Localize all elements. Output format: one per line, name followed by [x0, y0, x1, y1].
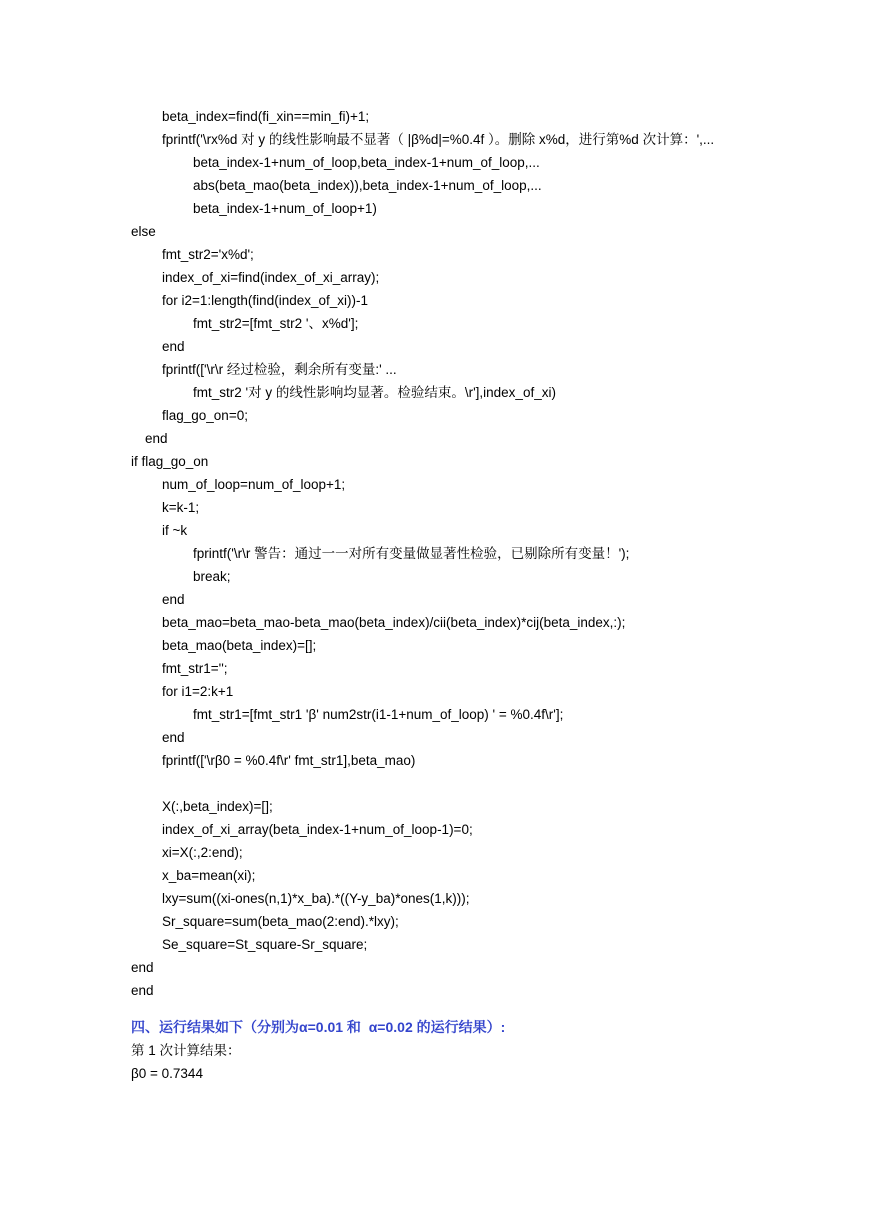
code-line: fmt_str1=''; — [162, 661, 228, 676]
section-heading: 四、运行结果如下（分别为α=0.01 和 α=0.02 的运行结果）: — [131, 1019, 506, 1035]
code-line: end — [144, 431, 168, 446]
result-label: 第 1 次计算结果： — [131, 1043, 241, 1058]
code-line: else — [131, 224, 156, 239]
code-line: end — [131, 960, 154, 975]
document-body — [131, 105, 751, 1085]
code-line: X(:,beta_index)=[]; — [162, 799, 273, 814]
result-value: β0 = 0.7344 — [131, 1066, 203, 1081]
code-line: Se_square=St_square-Sr_square; — [162, 937, 368, 952]
code-line: beta_index=find(fi_xin==min_fi)+1; — [162, 109, 370, 124]
code-line: fprintf('\r\r 警告：通过一一对所有变量做显著性检验，已剔除所有变量！'); — [193, 546, 630, 561]
code-line: Sr_square=sum(beta_mao(2:end).*lxy); — [162, 914, 399, 929]
code-line: fprintf(['\rβ0 = %0.4f\r' fmt_str1],beta_mao) — [162, 753, 416, 768]
code-line: beta_mao=beta_mao-beta_mao(beta_index)/cii(beta_index)*cij(beta_index,:); — [162, 615, 626, 630]
code-line: end — [162, 730, 185, 745]
code-line: if flag_go_on — [131, 454, 209, 469]
code-line: for i2=1:length(find(index_of_xi))-1 — [162, 293, 368, 308]
code-line: beta_mao(beta_index)=[]; — [162, 638, 317, 653]
code-line: abs(beta_mao(beta_index)),beta_index-1+num_of_loop,... — [193, 178, 542, 193]
code-line: if ~k — [162, 523, 188, 538]
code-line: break; — [193, 569, 231, 584]
code-line: fmt_str1=[fmt_str1 'β' num2str(i1-1+num_of_loop) ' = %0.4f\r']; — [193, 707, 564, 722]
code-line: end — [162, 339, 185, 354]
code-line: x_ba=mean(xi); — [162, 868, 256, 883]
code-line: lxy=sum((xi-ones(n,1)*x_ba).*((Y-y_ba)*ones(1,k))); — [162, 891, 470, 906]
code-line: index_of_xi=find(index_of_xi_array); — [162, 270, 380, 285]
code-line: num_of_loop=num_of_loop+1; — [162, 477, 346, 492]
code-line: xi=X(:,2:end); — [162, 845, 243, 860]
code-line: beta_index-1+num_of_loop+1) — [193, 201, 377, 216]
code-line: fprintf('\rx%d 对 y 的线性影响最不显著（ |β%d|=%0.4f ）。删除 x%d，进行第%d 次计算：',... — [162, 132, 715, 147]
code-line: fprintf(['\r\r 经过检验，剩余所有变量:' ... — [162, 362, 397, 377]
code-line: index_of_xi_array(beta_index-1+num_of_loop-1)=0; — [162, 822, 473, 837]
code-line: k=k-1; — [162, 500, 200, 515]
code-block — [131, 105, 751, 1002]
code-line: flag_go_on=0; — [162, 408, 248, 423]
code-line: for i1=2:k+1 — [162, 684, 234, 699]
code-line: fmt_str2=[fmt_str2 '、x%d']; — [193, 316, 359, 331]
code-line: fmt_str2 '对 y 的线性影响均显著。检验结束。\r'],index_of_xi) — [193, 385, 556, 400]
code-line: beta_index-1+num_of_loop,beta_index-1+num_of_loop,... — [193, 155, 540, 170]
code-line: end — [131, 983, 154, 998]
code-line: fmt_str2='x%d'; — [162, 247, 254, 262]
code-line — [131, 772, 751, 795]
code-line: end — [162, 592, 185, 607]
